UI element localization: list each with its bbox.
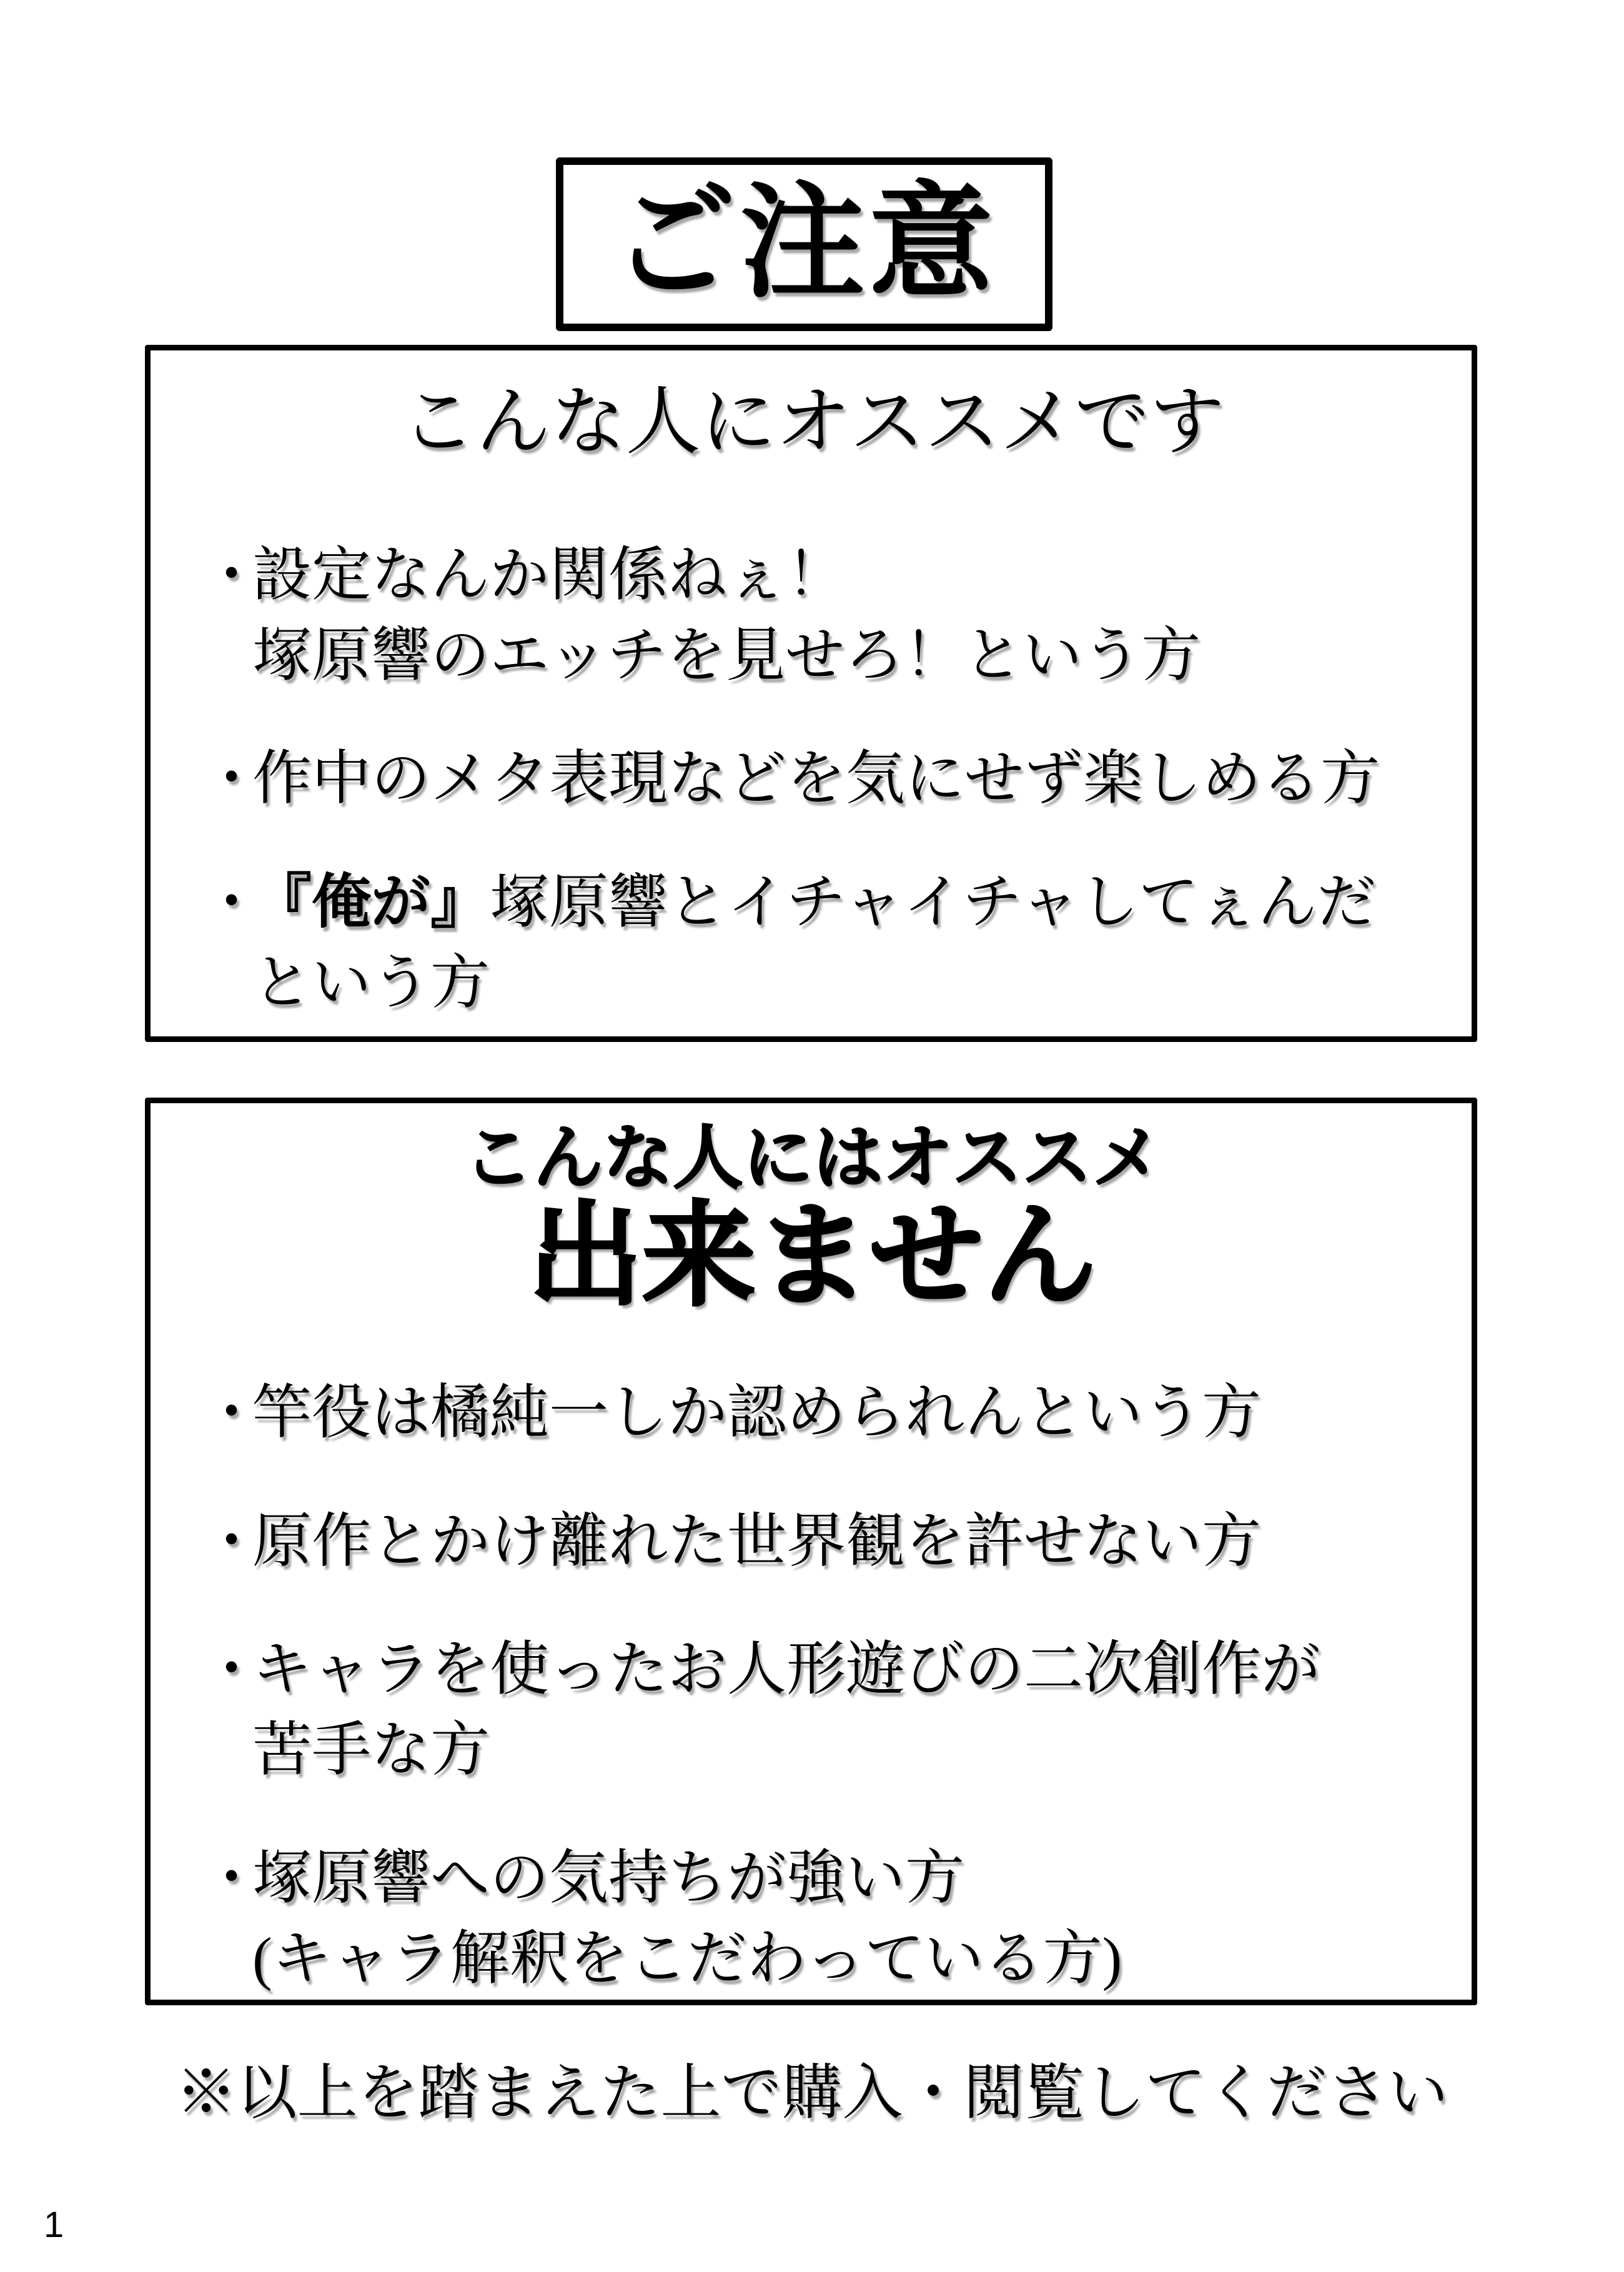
item-line: 作中のメタ表現などを気にせず楽しめる方: [252, 745, 1380, 812]
bullet-marker: ・: [202, 745, 262, 812]
bold-segment: 『俺が』: [252, 868, 490, 935]
not-recommend-heading-line2: 出来ません: [528, 1194, 1097, 1320]
bullet-marker: ・: [202, 1845, 262, 1912]
list-item: [188, 1838, 1437, 1999]
item-line-rest: 塚原響とイチャイチャしてぇんだ: [490, 868, 1377, 935]
item-line: 原作とかけ離れた世界観を許せない方: [252, 1507, 1262, 1574]
bullet-marker: ・: [202, 1379, 262, 1446]
recommend-box: [145, 345, 1477, 1042]
item-line: [252, 862, 1437, 943]
item-line: 竿役は橘純一しか認められんという方: [252, 1379, 1262, 1446]
title-box: [556, 157, 1052, 331]
item-line: キャラを使ったお人形遊びの二次創作が: [252, 1635, 1321, 1702]
recommend-heading: こんな人にオススメです: [400, 380, 1225, 464]
list-item: [188, 535, 1437, 696]
list-item: [188, 1372, 1437, 1453]
bullet-marker: ・: [202, 868, 262, 935]
item-line: 設定なんか関係ねぇ！: [252, 542, 846, 608]
footer-note: ※以上を踏まえた上で購入・閲覧してください: [176, 2060, 1448, 2126]
not-recommend-box: [145, 1098, 1477, 2005]
bullet-marker: ・: [202, 542, 262, 608]
item-line: 塚原響のエッチを見せろ！という方: [252, 622, 1201, 689]
item-line: (キャラ解釈をこだわっている方): [252, 1925, 1122, 1992]
item-line: 苦手な方: [252, 1716, 490, 1783]
bullet-marker: ・: [202, 1507, 262, 1574]
page-number: 1: [44, 2205, 64, 2245]
item-line: 塚原響への気持ちが強い方: [252, 1845, 965, 1912]
not-recommend-heading-line1: こんな人にはオススメ: [463, 1120, 1162, 1198]
page-title: ご注意: [611, 175, 998, 313]
bullet-marker: ・: [202, 1635, 262, 1702]
recommend-list: [188, 535, 1437, 1023]
item-line: という方: [252, 949, 490, 1016]
list-item: [188, 862, 1437, 1023]
list-item: [188, 738, 1437, 819]
not-recommend-list: [188, 1372, 1437, 1999]
list-item: [188, 1629, 1437, 1790]
list-item: [188, 1501, 1437, 1582]
